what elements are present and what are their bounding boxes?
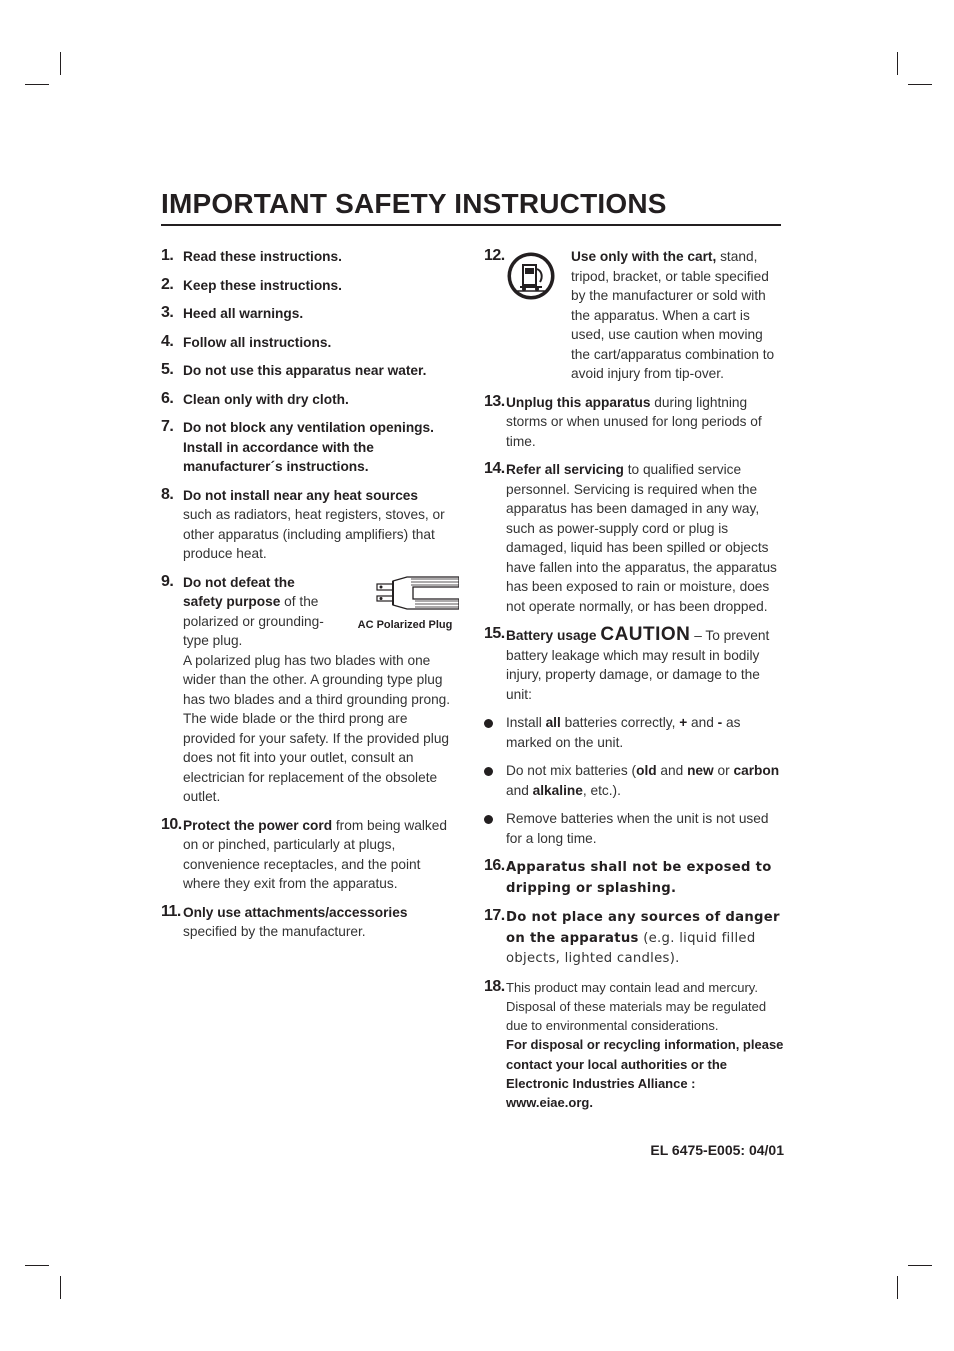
crop-mark: [25, 1265, 49, 1266]
bullet-text: Do not mix batteries (: [506, 763, 637, 778]
item-text: specified by the manufacturer.: [183, 924, 366, 939]
title-rule: [161, 224, 781, 226]
item-number: 9.: [161, 572, 174, 590]
item-heading: Clean only with dry cloth.: [183, 391, 349, 407]
item-number: 6.: [161, 389, 174, 407]
crop-mark: [897, 52, 898, 75]
crop-mark: [60, 1276, 61, 1299]
item-heading: Use only with the cart,: [571, 249, 717, 264]
item-heading: Do not install near any heat sources: [183, 487, 419, 503]
instruction-item: [161, 418, 461, 477]
instruction-item: [484, 857, 784, 898]
crop-mark: [897, 1276, 898, 1299]
item-number: 5.: [161, 361, 174, 378]
bullet-text: or: [713, 763, 734, 778]
bullet-emphasis: alkaline: [532, 782, 583, 798]
polarized-plug-icon: [363, 573, 459, 617]
item-number: 16.: [484, 857, 505, 874]
bullet-text: Install: [506, 715, 546, 730]
item-number: 3.: [161, 304, 174, 321]
item-number: 18.: [484, 977, 505, 995]
item-number: 8.: [161, 485, 174, 503]
item-number: 2.: [161, 275, 174, 293]
item-text: (e.g. liquid filled objects, lighted candles).: [506, 930, 756, 966]
item-text: to qualified service personnel. Servicing is required when the apparatus has been damaged in any way, such as power-supply cord or plug is damaged, liquid has been spilled or objects have fallen into the apparatus, the apparatus has been exposed to rain or moisture, does not operate normally, or has been dropped.: [506, 462, 777, 614]
instruction-item: [161, 486, 461, 564]
item-heading: Keep these instructions.: [183, 277, 342, 293]
item-heading: Refer all servicing: [506, 462, 624, 477]
item-number: 7.: [161, 418, 174, 435]
item-number: 11.: [161, 902, 181, 920]
document-code: EL 6475-E005: 04/01: [650, 1142, 784, 1158]
item-heading: For disposal or recycling information, please contact your local authorities or the Electronic Industries Alliance : www.eiae.org.: [506, 1037, 784, 1111]
item-heading: Protect the power cord: [183, 817, 333, 833]
item-heading: Read these instructions.: [183, 249, 342, 264]
item-text: stand, tripod, bracket, or table specified by the manufacturer or sold with the apparatus. When a cart is used, use caution when moving the cart/apparatus combination to avoid injury from tip-over.: [571, 249, 775, 381]
bullet-dot: [484, 719, 493, 728]
bullet-text: and: [506, 782, 533, 798]
list-item: [484, 713, 784, 752]
bullet-emphasis: new: [687, 763, 714, 778]
bullet-text: and: [687, 715, 718, 730]
item-number: 12.: [484, 247, 505, 264]
bullet-emphasis: old: [636, 763, 657, 778]
item-number: 13.: [484, 392, 505, 410]
item-heading: Battery usage: [506, 628, 597, 643]
item-text: This product may contain lead and mercury. Disposal of these materials may be regulated due to environmental considerations.: [506, 979, 767, 1034]
crop-mark: [60, 52, 61, 75]
bullet-emphasis: all: [545, 715, 561, 730]
item-heading: Do not block any ventilation openings. Install in accordance with the manufacturer´s instructions.: [183, 420, 434, 474]
instruction-item: [484, 460, 784, 616]
bullet-emphasis: -: [717, 715, 723, 730]
bullet-text: , etc.).: [582, 782, 621, 798]
item-heading: Follow all instructions.: [183, 334, 332, 350]
bullet-dot: [484, 815, 493, 824]
item-heading: Only use attachments/accessories: [183, 904, 408, 920]
item-text: from being walked on or pinched, particularly at plugs, convenience receptacles, and the point where they exit from the apparatus.: [183, 817, 447, 891]
instruction-item: [484, 393, 784, 452]
bullet-emphasis: +: [679, 715, 688, 730]
bullet-text: Remove batteries when the unit is not used for a long time.: [506, 811, 769, 846]
list-item: [484, 761, 784, 800]
item-number: 17.: [484, 907, 505, 924]
battery-bullets: [484, 713, 784, 848]
bullet-text: and: [656, 763, 688, 778]
instruction-item: [161, 247, 461, 267]
plug-label: AC Polarized Plug: [357, 618, 453, 631]
item-text: such as radiators, heat registers, stoves, or other apparatus (including amplifiers) that produce heat.: [183, 507, 445, 561]
item-text: A polarized plug has two blades with one wider than the other. A grounding type plug has two blades and a third grounding prong. The wide blade or the third prong are provided for your safety. If the provided plug does not fit into your outlet, consult an electrician for replacement of the obsolete outlet.: [183, 652, 451, 804]
plug-illustration: [341, 573, 461, 631]
instruction-item: [484, 907, 784, 969]
bullet-emphasis: carbon: [733, 763, 780, 778]
item-text: – To prevent battery leakage which may result in bodily injury, property damage, or damage to the unit:: [506, 628, 770, 702]
crop-mark: [908, 1265, 932, 1266]
item-heading: Do not defeat the safety purpose: [183, 574, 295, 609]
instruction-item: [161, 361, 461, 381]
left-column: [161, 247, 461, 951]
instruction-item: [161, 276, 461, 296]
item-heading: Do not place any sources of danger on the apparatus: [506, 910, 780, 946]
item-heading: Unplug this apparatus: [506, 394, 651, 410]
instruction-item: [484, 978, 784, 1113]
right-column: [484, 247, 784, 1122]
list-item: [484, 809, 784, 848]
item-number: 14.: [484, 460, 505, 477]
item-number: 4.: [161, 332, 174, 350]
instruction-item: [484, 247, 784, 384]
bullet-dot: [484, 767, 493, 776]
item-number: 15.: [484, 625, 505, 642]
instruction-item: [161, 903, 461, 942]
item-number: 10.: [161, 815, 182, 833]
bullet-text: batteries correctly,: [560, 715, 680, 730]
caution-label: CAUTION: [600, 624, 691, 645]
bullet-text: as marked on the unit.: [506, 715, 741, 750]
item-heading: Apparatus shall not be exposed to dripping or splashing.: [506, 860, 772, 896]
instruction-item: [161, 816, 461, 894]
instruction-item: [484, 625, 784, 704]
item-text: during lightning storms or when unused for long periods of time.: [506, 394, 762, 449]
page-title: IMPORTANT SAFETY INSTRUCTIONS: [161, 188, 667, 219]
instruction-item: [161, 390, 461, 410]
instruction-item: [161, 304, 461, 324]
cart-tip-over-warning-icon: [506, 251, 556, 301]
instruction-item: [161, 333, 461, 353]
item-number: 1.: [161, 247, 174, 264]
instruction-item: [161, 573, 461, 807]
crop-mark: [908, 84, 932, 85]
item-heading: Do not use this apparatus near water.: [183, 363, 427, 378]
crop-mark: [25, 84, 49, 85]
item-heading: Heed all warnings.: [183, 306, 304, 321]
item-text: of the polarized or grounding-type plug.: [183, 594, 324, 648]
